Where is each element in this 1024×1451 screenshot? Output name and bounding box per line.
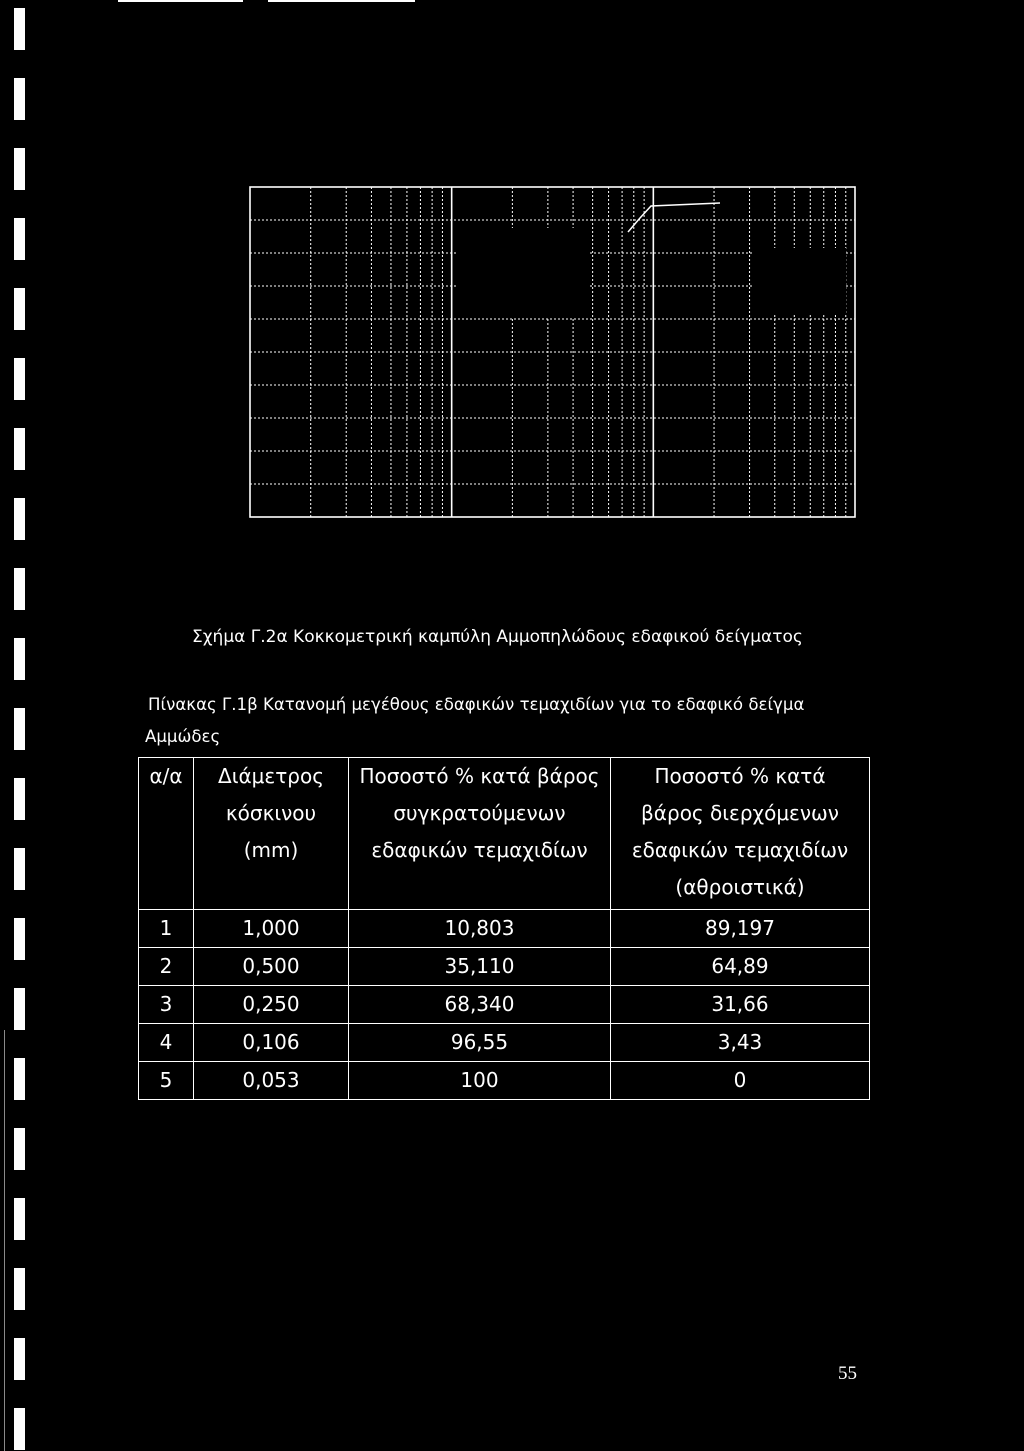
table-row	[139, 986, 870, 1024]
cell-diameter: 0,250	[194, 986, 349, 1024]
cell-index: 2	[139, 948, 194, 986]
table-header-line: (mm)	[243, 838, 299, 862]
table-caption: Πίνακας Γ.1β Κατανομή μεγέθους εδαφικών τεμαχιδίων για το εδαφικό δείγμα	[148, 695, 805, 714]
table-header-line: Διάμετρος	[218, 764, 324, 788]
cell-retained-percent: 68,340	[349, 986, 611, 1024]
table-header-line: εδαφικών τεμαχιδίων	[631, 838, 849, 862]
table-header-line: Ποσοστό % κατά βάρος	[359, 764, 600, 788]
cell-retained-percent: 100	[349, 1062, 611, 1100]
scan-top-rule	[118, 0, 243, 2]
cell-passing-percent: 31,66	[611, 986, 870, 1024]
header-diameter	[194, 758, 349, 910]
table-header-line: Ποσοστό % κατά	[654, 764, 826, 788]
table-header-line: εδαφικών τεμαχιδίων	[371, 838, 588, 862]
cell-retained-percent: 10,803	[349, 910, 611, 948]
table-row	[139, 910, 870, 948]
page-number: 55	[838, 1363, 857, 1384]
cell-index: 5	[139, 1062, 194, 1100]
table-row	[139, 1062, 870, 1100]
header-index	[139, 758, 194, 910]
table-header-line: α/α	[149, 764, 183, 788]
grading-curve-fragment	[628, 203, 720, 232]
cell-passing-percent: 64,89	[611, 948, 870, 986]
table-header-line: κόσκινου	[225, 801, 317, 825]
table-header-line: (αθροιστικά)	[675, 875, 805, 899]
cell-diameter: 0,500	[194, 948, 349, 986]
scan-top-rule	[268, 0, 415, 2]
scan-binding-marks	[14, 8, 25, 1451]
grading-curve-chart	[249, 186, 857, 519]
cell-retained-percent: 96,55	[349, 1024, 611, 1062]
cell-passing-percent: 89,197	[611, 910, 870, 948]
scan-edge-rule	[4, 1030, 5, 1451]
cell-diameter: 1,000	[194, 910, 349, 948]
table-header-row	[139, 758, 870, 910]
table-row	[139, 1024, 870, 1062]
header-passing-percent	[611, 758, 870, 910]
cell-index: 1	[139, 910, 194, 948]
cell-diameter: 0,106	[194, 1024, 349, 1062]
cell-index: 3	[139, 986, 194, 1024]
table-header-line: συγκρατούμενων	[393, 801, 566, 825]
cell-passing-percent: 3,43	[611, 1024, 870, 1062]
scan-blank-area	[456, 228, 590, 318]
header-retained-percent	[349, 758, 611, 910]
cell-passing-percent: 0	[611, 1062, 870, 1100]
scan-blank-area	[752, 248, 846, 314]
cell-index: 4	[139, 1024, 194, 1062]
cell-retained-percent: 35,110	[349, 948, 611, 986]
figure-caption: Σχήμα Γ.2α Κοκκομετρική καμπύλη Αμμοπηλώδους εδαφικού δείγματος	[192, 627, 803, 647]
table-row	[139, 948, 870, 986]
table-header-line: βάρος διερχόμενων	[641, 801, 839, 825]
cell-diameter: 0,053	[194, 1062, 349, 1100]
grain-size-table	[138, 757, 870, 1100]
table-subcaption: Αμμώδες	[145, 727, 221, 746]
